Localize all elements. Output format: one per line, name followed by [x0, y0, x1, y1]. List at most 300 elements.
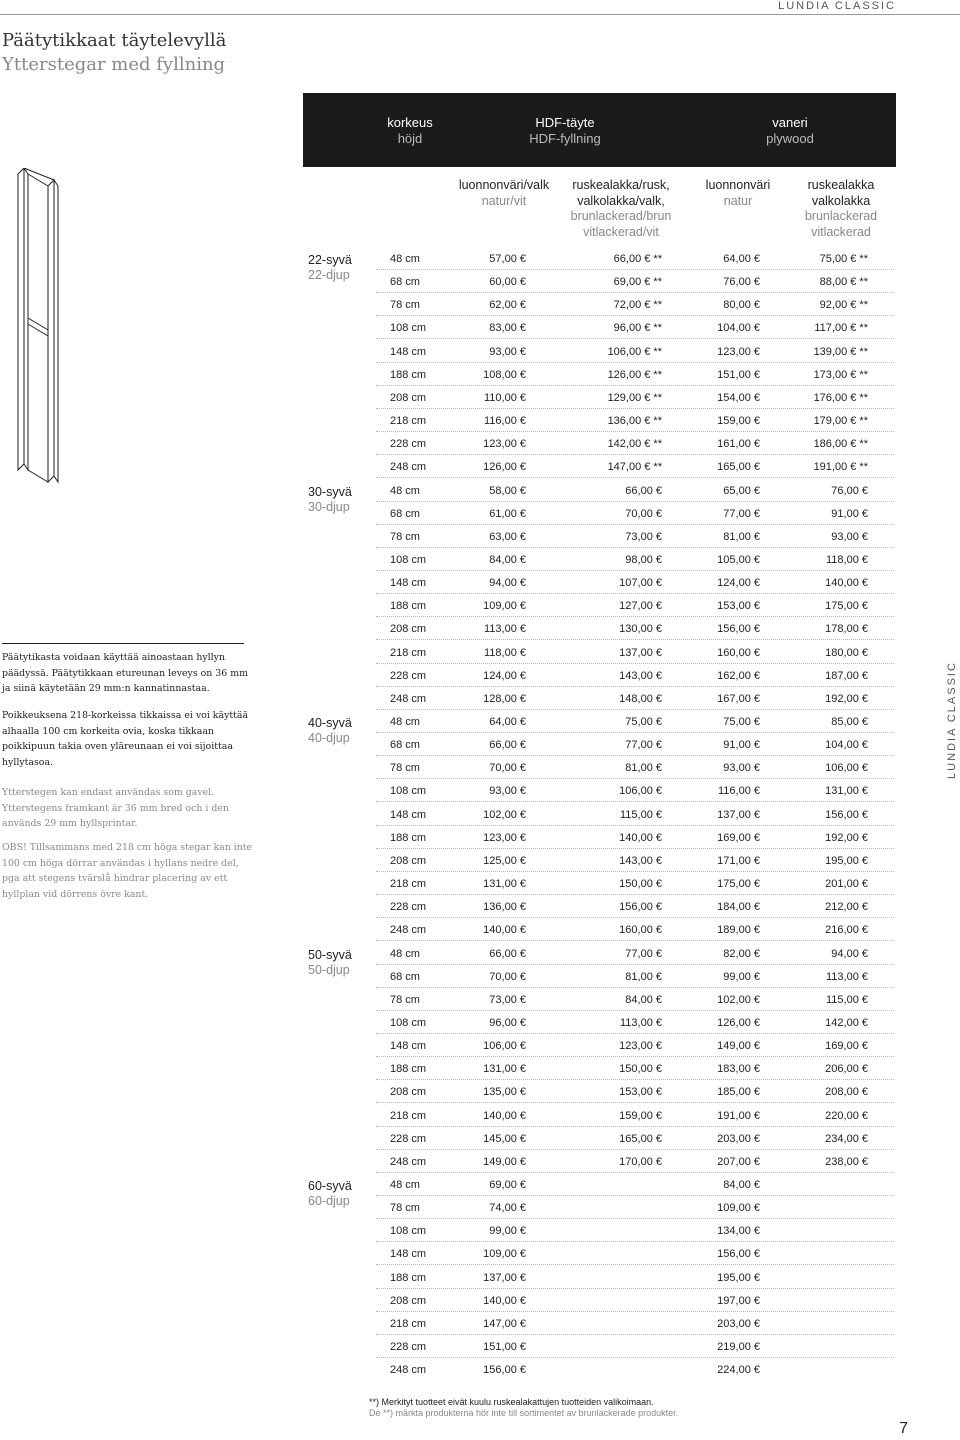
brand-name: LUNDIA CLASSIC — [778, 0, 896, 12]
table-row — [376, 1173, 894, 1196]
price-cell-plywood-lacquered: 92,00 € ** — [819, 299, 868, 312]
column-header-1-fi: luonnonväri/valk — [458, 178, 550, 192]
height-cell: 228 cm — [390, 669, 427, 682]
price-cell-plywood-lacquered: 94,00 € — [831, 947, 868, 960]
height-cell: 248 cm — [390, 1155, 427, 1168]
section-label-fi: 40-syvä — [308, 716, 352, 730]
price-cell-hdf-natural: 149,00 € — [483, 1155, 526, 1168]
table-row — [376, 756, 894, 779]
price-cell-plywood-lacquered: 169,00 € — [825, 1040, 868, 1053]
price-cell-plywood-lacquered: 115,00 € — [825, 993, 868, 1006]
page-title-fi: Päätytikkaat täytelevyllä — [2, 30, 227, 51]
column-header-2-fi-text: ruskealakka/rusk, valkolakka/valk, — [572, 178, 670, 208]
price-cell-plywood-natural: 175,00 € — [717, 878, 760, 891]
price-cell-hdf-natural: 84,00 € — [489, 553, 526, 566]
price-cell-hdf-lacquered: 140,00 € — [619, 831, 662, 844]
column-header-4-sv-text: brunlackerad vitlackerad — [804, 209, 878, 239]
price-table-header — [303, 93, 896, 167]
price-cell-plywood-natural: 82,00 € — [723, 947, 760, 960]
table-row — [376, 664, 894, 687]
height-cell: 78 cm — [390, 993, 420, 1006]
height-cell: 208 cm — [390, 623, 427, 636]
table-row — [376, 1266, 894, 1289]
column-header-3-fi: luonnonväri — [705, 178, 771, 192]
table-row — [376, 1080, 894, 1103]
price-cell-plywood-natural: 191,00 € — [717, 1109, 760, 1122]
plywood-header — [745, 115, 835, 147]
height-cell: 218 cm — [390, 1317, 427, 1330]
page-number: 7 — [899, 1420, 908, 1437]
price-cell-plywood-lacquered: 238,00 € — [825, 1155, 868, 1168]
price-cell-hdf-natural: 109,00 € — [483, 600, 526, 613]
column-header-4-fi — [786, 178, 896, 209]
table-row — [376, 1219, 894, 1242]
price-cell-hdf-lacquered: 106,00 € — [619, 785, 662, 798]
price-cell-plywood-natural: 75,00 € — [723, 716, 760, 728]
table-row — [376, 826, 894, 849]
price-cell-plywood-lacquered: 104,00 € — [825, 739, 868, 752]
table-row — [376, 502, 894, 525]
height-cell: 108 cm — [390, 1225, 427, 1238]
section-label-sv: 60-djup — [308, 1194, 350, 1208]
price-cell-plywood-lacquered: 106,00 € — [825, 762, 868, 775]
section-label — [308, 716, 352, 746]
height-cell: 108 cm — [390, 553, 427, 566]
price-cell-hdf-lacquered: 123,00 € — [619, 1040, 662, 1053]
height-cell: 148 cm — [390, 577, 427, 590]
price-cell-plywood-lacquered: 195,00 € — [825, 854, 868, 867]
price-cell-plywood-lacquered: 75,00 € ** — [819, 253, 868, 265]
footnote-fi: **) Merkityt tuotteet eivät kuulu ruskealakattujen tuotteiden valikoimaan. — [369, 1397, 654, 1407]
price-cell-hdf-lacquered: 81,00 € — [625, 970, 662, 983]
table-row — [376, 641, 894, 664]
price-cell-plywood-lacquered: 178,00 € — [825, 623, 868, 636]
table-row — [376, 270, 894, 293]
price-cell-plywood-lacquered: 88,00 € ** — [819, 276, 868, 289]
price-cell-hdf-lacquered: 66,00 € ** — [613, 253, 662, 265]
price-cell-plywood-lacquered: 192,00 € — [825, 692, 868, 705]
price-cell-plywood-natural: 109,00 € — [717, 1202, 760, 1215]
price-cell-hdf-natural: 123,00 € — [483, 831, 526, 844]
price-cell-plywood-lacquered: 176,00 € ** — [813, 391, 868, 404]
price-cell-hdf-lacquered: 73,00 € — [625, 530, 662, 543]
height-cell: 248 cm — [390, 461, 427, 474]
price-cell-hdf-lacquered: 136,00 € ** — [607, 415, 662, 428]
note-sv-1: Ytterstegen kan endast användas som gavel. Ytterstegens framkant är 36 mm bred och i den används 29 mm hyllsprintar. — [2, 787, 229, 829]
price-cell-hdf-natural: 83,00 € — [489, 322, 526, 335]
price-cell-plywood-lacquered: 76,00 € — [831, 484, 868, 497]
price-cell-plywood-lacquered: 91,00 € — [831, 507, 868, 520]
price-cell-plywood-lacquered: 140,00 € — [825, 577, 868, 590]
height-cell: 188 cm — [390, 831, 427, 844]
price-cell-plywood-lacquered: 180,00 € — [825, 646, 868, 659]
price-cell-hdf-natural: 93,00 € — [489, 345, 526, 358]
price-cell-hdf-natural: 70,00 € — [489, 970, 526, 983]
price-cell-hdf-natural: 96,00 € — [489, 1016, 526, 1029]
price-cell-plywood-natural: 183,00 € — [717, 1063, 760, 1076]
column-header-4-fi-text: ruskealakka valkolakka — [807, 178, 875, 208]
price-cell-hdf-natural: 74,00 € — [489, 1202, 526, 1215]
brand-header — [0, 0, 960, 15]
price-cell-plywood-lacquered: 175,00 € — [825, 600, 868, 613]
height-cell: 48 cm — [390, 947, 420, 960]
table-row — [376, 247, 894, 270]
column-header-1 — [446, 178, 562, 209]
height-header — [365, 115, 455, 147]
price-cell-plywood-natural: 77,00 € — [723, 507, 760, 520]
price-cell-plywood-lacquered: 216,00 € — [825, 924, 868, 937]
price-cell-hdf-lacquered: 150,00 € — [619, 1063, 662, 1076]
height-cell: 108 cm — [390, 322, 427, 335]
table-row — [376, 316, 894, 339]
table-row — [376, 617, 894, 640]
height-cell: 68 cm — [390, 507, 420, 520]
price-cell-hdf-lacquered: 126,00 € ** — [607, 368, 662, 381]
price-cell-plywood-natural: 189,00 € — [717, 924, 760, 937]
price-cell-hdf-natural: 118,00 € — [483, 646, 526, 659]
price-cell-plywood-lacquered: 131,00 € — [825, 785, 868, 798]
price-cell-plywood-natural: 151,00 € — [717, 368, 760, 381]
table-row — [376, 895, 894, 918]
height-cell: 248 cm — [390, 1364, 427, 1377]
table-row — [376, 293, 894, 316]
price-cell-plywood-natural: 116,00 € — [717, 785, 760, 798]
price-cell-plywood-natural: 197,00 € — [717, 1294, 760, 1307]
price-cell-plywood-natural: 105,00 € — [717, 553, 760, 566]
price-cell-hdf-lacquered: 142,00 € ** — [607, 438, 662, 451]
price-cell-plywood-lacquered: 201,00 € — [825, 878, 868, 891]
price-cell-hdf-lacquered: 113,00 € — [619, 1016, 662, 1029]
table-row — [376, 733, 894, 756]
plywood-header-sv: plywood — [766, 131, 814, 146]
price-cell-plywood-natural: 137,00 € — [717, 808, 760, 821]
price-cell-hdf-natural: 62,00 € — [489, 299, 526, 312]
price-cell-hdf-natural: 128,00 € — [483, 692, 526, 705]
height-cell: 228 cm — [390, 1132, 427, 1145]
price-cell-hdf-lacquered: 147,00 € ** — [607, 461, 662, 474]
price-cell-hdf-natural: 123,00 € — [483, 438, 526, 451]
height-cell: 188 cm — [390, 368, 427, 381]
price-cell-plywood-lacquered: 142,00 € — [825, 1016, 868, 1029]
price-cell-plywood-natural: 165,00 € — [717, 461, 760, 474]
price-cell-plywood-natural: 203,00 € — [717, 1317, 760, 1330]
price-cell-plywood-natural: 81,00 € — [723, 530, 760, 543]
column-header-4 — [786, 178, 896, 240]
column-header-2 — [558, 178, 684, 240]
price-cell-hdf-natural: 70,00 € — [489, 762, 526, 775]
price-cell-hdf-natural: 140,00 € — [483, 1294, 526, 1307]
note-sv-obs: OBS! — [2, 842, 27, 853]
price-cell-plywood-lacquered: 156,00 € — [825, 808, 868, 821]
price-cell-plywood-lacquered: 186,00 € ** — [813, 438, 868, 451]
column-header-3 — [690, 178, 786, 209]
height-cell: 78 cm — [390, 1202, 420, 1215]
price-cell-plywood-natural: 156,00 € — [717, 623, 760, 636]
height-cell: 218 cm — [390, 415, 427, 428]
notes-divider — [2, 643, 244, 644]
price-cell-hdf-natural: 102,00 € — [483, 808, 526, 821]
table-row — [376, 1196, 894, 1219]
price-cell-plywood-lacquered: 118,00 € — [825, 553, 868, 566]
price-cell-plywood-lacquered: 192,00 € — [825, 831, 868, 844]
price-cell-plywood-lacquered: 212,00 € — [825, 901, 868, 914]
section-label — [308, 485, 352, 515]
price-cell-hdf-lacquered: 170,00 € — [619, 1155, 662, 1168]
price-cell-hdf-lacquered: 143,00 € — [619, 854, 662, 867]
price-cell-plywood-natural: 126,00 € — [717, 1016, 760, 1029]
price-cell-hdf-lacquered: 159,00 € — [619, 1109, 662, 1122]
price-cell-hdf-lacquered: 127,00 € — [619, 600, 662, 613]
table-row — [376, 687, 894, 710]
height-header-fi: korkeus — [387, 115, 433, 130]
table-row — [376, 849, 894, 872]
price-cell-hdf-lacquered: 66,00 € — [625, 484, 662, 497]
table-row — [376, 1358, 894, 1381]
table-row — [376, 1104, 894, 1127]
height-cell: 148 cm — [390, 808, 427, 821]
section-label-sv: 40-djup — [308, 731, 350, 745]
height-cell: 188 cm — [390, 1063, 427, 1076]
price-cell-hdf-natural: 147,00 € — [483, 1317, 526, 1330]
price-cell-plywood-natural: 185,00 € — [717, 1086, 760, 1099]
table-row — [376, 1242, 894, 1265]
section-label-fi: 60-syvä — [308, 1179, 352, 1193]
hdf-header-fi: HDF-täyte — [535, 115, 595, 130]
price-cell-hdf-natural: 60,00 € — [489, 276, 526, 289]
price-cell-plywood-natural: 159,00 € — [717, 415, 760, 428]
price-cell-plywood-lacquered: 93,00 € — [831, 530, 868, 543]
price-cell-hdf-lacquered: 130,00 € — [619, 623, 662, 636]
hdf-header — [515, 115, 615, 147]
price-cell-plywood-natural: 124,00 € — [717, 577, 760, 590]
section-label — [308, 253, 352, 283]
price-cell-hdf-lacquered: 96,00 € ** — [613, 322, 662, 335]
price-cell-hdf-lacquered: 77,00 € — [625, 947, 662, 960]
table-row — [376, 965, 894, 988]
price-cell-hdf-lacquered: 137,00 € — [619, 646, 662, 659]
height-cell: 248 cm — [390, 692, 427, 705]
price-cell-hdf-lacquered: 98,00 € — [625, 553, 662, 566]
hdf-header-sv: HDF-fyllning — [529, 131, 601, 146]
price-cell-plywood-lacquered: 117,00 € ** — [814, 322, 868, 335]
price-cell-plywood-natural: 219,00 € — [717, 1341, 760, 1354]
price-cell-hdf-natural: 61,00 € — [489, 507, 526, 520]
price-cell-hdf-lacquered: 81,00 € — [625, 762, 662, 775]
table-row — [376, 571, 894, 594]
table-row — [376, 918, 894, 941]
price-cell-plywood-lacquered: 191,00 € ** — [813, 461, 868, 474]
height-cell: 48 cm — [390, 1179, 420, 1191]
price-cell-plywood-natural: 99,00 € — [723, 970, 760, 983]
height-cell: 208 cm — [390, 391, 427, 404]
price-cell-hdf-lacquered: 72,00 € ** — [613, 299, 662, 312]
table-row — [376, 1057, 894, 1080]
price-cell-hdf-natural: 99,00 € — [489, 1225, 526, 1238]
table-row — [376, 479, 894, 502]
height-cell: 78 cm — [390, 530, 420, 543]
price-cell-plywood-natural: 76,00 € — [723, 276, 760, 289]
price-cell-plywood-natural: 203,00 € — [717, 1132, 760, 1145]
price-cell-hdf-lacquered: 150,00 € — [619, 878, 662, 891]
price-cell-hdf-natural: 108,00 € — [483, 368, 526, 381]
price-cell-hdf-lacquered: 115,00 € — [619, 808, 662, 821]
price-cell-hdf-natural: 116,00 € — [483, 415, 526, 428]
height-cell: 78 cm — [390, 762, 420, 775]
column-header-4-sv — [786, 209, 896, 240]
price-cell-hdf-lacquered: 77,00 € — [625, 739, 662, 752]
price-cell-hdf-natural: 64,00 € — [489, 716, 526, 728]
price-cell-plywood-natural: 207,00 € — [717, 1155, 760, 1168]
price-cell-hdf-natural: 140,00 € — [483, 924, 526, 937]
table-row — [376, 340, 894, 363]
price-cell-plywood-natural: 154,00 € — [717, 391, 760, 404]
height-cell: 48 cm — [390, 716, 420, 728]
price-cell-hdf-natural: 109,00 € — [483, 1248, 526, 1261]
price-cell-plywood-lacquered: 234,00 € — [825, 1132, 868, 1145]
price-cell-plywood-natural: 102,00 € — [717, 993, 760, 1006]
price-cell-hdf-natural: 93,00 € — [489, 785, 526, 798]
price-cell-hdf-lacquered: 107,00 € — [619, 577, 662, 590]
price-cell-hdf-natural: 66,00 € — [489, 739, 526, 752]
height-cell: 48 cm — [390, 484, 420, 497]
price-cell-hdf-natural: 140,00 € — [483, 1109, 526, 1122]
price-cell-hdf-natural: 137,00 € — [483, 1271, 526, 1284]
height-cell: 208 cm — [390, 1086, 427, 1099]
section-label — [308, 948, 352, 978]
height-cell: 108 cm — [390, 1016, 427, 1029]
column-header-2-sv-text: brunlackerad/brun vitlackerad/vit — [570, 209, 672, 239]
note-sv-2 — [2, 840, 258, 902]
price-cell-plywood-natural: 156,00 € — [717, 1248, 760, 1261]
height-cell: 68 cm — [390, 739, 420, 752]
plywood-header-fi: vaneri — [772, 115, 808, 130]
table-row — [376, 1150, 894, 1173]
table-row — [376, 1335, 894, 1358]
table-row — [376, 1312, 894, 1335]
table-row — [376, 525, 894, 548]
price-cell-plywood-natural: 171,00 € — [717, 854, 760, 867]
price-cell-plywood-natural: 65,00 € — [723, 484, 760, 497]
height-cell: 68 cm — [390, 970, 420, 983]
height-cell: 188 cm — [390, 600, 427, 613]
price-cell-hdf-natural: 126,00 € — [483, 461, 526, 474]
price-cell-hdf-lacquered: 156,00 € — [619, 901, 662, 914]
section-label-sv: 22-djup — [308, 268, 350, 282]
price-cell-hdf-natural: 136,00 € — [483, 901, 526, 914]
column-header-3-sv: natur — [723, 193, 753, 208]
column-header-2-sv — [558, 209, 684, 240]
price-cell-hdf-natural: 135,00 € — [483, 1086, 526, 1099]
table-row — [376, 1011, 894, 1034]
price-cell-plywood-natural: 123,00 € — [717, 345, 760, 358]
height-cell: 218 cm — [390, 646, 427, 659]
price-cell-plywood-lacquered: 173,00 € ** — [813, 368, 868, 381]
price-cell-hdf-lacquered: 106,00 € ** — [607, 345, 662, 358]
price-cell-hdf-natural: 131,00 € — [483, 878, 526, 891]
section-label — [308, 1179, 352, 1209]
height-cell: 228 cm — [390, 438, 427, 451]
table-row — [376, 1127, 894, 1150]
height-cell: 228 cm — [390, 901, 427, 914]
price-cell-hdf-natural: 151,00 € — [483, 1341, 526, 1354]
height-cell: 148 cm — [390, 1040, 427, 1053]
price-cell-plywood-natural: 64,00 € — [723, 253, 760, 265]
price-cell-hdf-natural: 73,00 € — [489, 993, 526, 1006]
price-cell-plywood-natural: 93,00 € — [723, 762, 760, 775]
column-header-1-sv: natur/vit — [481, 193, 527, 208]
price-cell-plywood-lacquered: 113,00 € — [825, 970, 868, 983]
height-cell: 48 cm — [390, 253, 420, 265]
price-cell-plywood-natural: 161,00 € — [717, 438, 760, 451]
price-cell-hdf-natural: 69,00 € — [489, 1179, 526, 1191]
price-cell-hdf-natural: 58,00 € — [489, 484, 526, 497]
table-row — [376, 942, 894, 965]
table-row — [376, 1034, 894, 1057]
section-label-fi: 50-syvä — [308, 947, 352, 962]
price-cell-plywood-lacquered: 208,00 € — [825, 1086, 868, 1099]
price-cell-plywood-natural: 162,00 € — [717, 669, 760, 682]
price-cell-plywood-lacquered: 187,00 € — [825, 669, 868, 682]
footnote-sv: De **) märkta produkterna hör inte till sortimentet av brunlackerade produkter. — [369, 1408, 679, 1418]
price-cell-plywood-lacquered: 220,00 € — [825, 1109, 868, 1122]
brand-side: LUNDIA CLASSIC — [946, 661, 958, 779]
price-cell-hdf-lacquered: 143,00 € — [619, 669, 662, 682]
price-cell-plywood-natural: 167,00 € — [717, 692, 760, 705]
price-cell-hdf-natural: 106,00 € — [483, 1040, 526, 1053]
price-cell-hdf-lacquered: 129,00 € ** — [607, 391, 662, 404]
price-cell-plywood-natural: 104,00 € — [717, 322, 760, 335]
table-row — [376, 386, 894, 409]
ladder-illustration — [14, 168, 74, 488]
section-label-fi: 22-syvä — [308, 253, 352, 267]
note-sv-2-text: Tillsammans med 218 cm höga stegar kan inte 100 cm höga dörrar användas i hyllans nedre del, pga att stegens tvärslå hindrar placering av ett hyllplan vid dörrens övre kant. — [2, 842, 253, 900]
height-cell: 218 cm — [390, 1109, 427, 1122]
table-row — [376, 803, 894, 826]
height-cell: 188 cm — [390, 1271, 427, 1284]
price-cell-plywood-natural: 84,00 € — [723, 1179, 760, 1191]
table-row — [376, 432, 894, 455]
price-cell-plywood-natural: 91,00 € — [723, 739, 760, 752]
price-cell-plywood-natural: 160,00 € — [717, 646, 760, 659]
price-cell-hdf-natural: 57,00 € — [489, 253, 526, 265]
table-row — [376, 548, 894, 571]
price-cell-plywood-natural: 134,00 € — [717, 1225, 760, 1238]
table-row — [376, 872, 894, 895]
height-cell: 208 cm — [390, 854, 427, 867]
price-cell-hdf-natural: 156,00 € — [483, 1364, 526, 1377]
price-cell-hdf-natural: 110,00 € — [483, 391, 526, 404]
price-cell-plywood-natural: 80,00 € — [723, 299, 760, 312]
price-cell-plywood-lacquered: 85,00 € — [831, 716, 868, 728]
price-cell-hdf-natural: 131,00 € — [483, 1063, 526, 1076]
section-label-sv: 50-djup — [308, 962, 350, 977]
section-label-fi: 30-syvä — [308, 484, 352, 499]
note-fi-1: Päätytikasta voidaan käyttää ainoastaan hyllyn päädyssä. Päätytikkaan etureunan leveys on 36 mm ja siinä käytetään 29 mm:n kannatinnastaa. — [2, 652, 248, 694]
price-cell-hdf-lacquered: 153,00 € — [619, 1086, 662, 1099]
table-row — [376, 455, 894, 478]
price-cell-plywood-lacquered: 206,00 € — [825, 1063, 868, 1076]
price-cell-hdf-lacquered: 69,00 € ** — [613, 276, 662, 289]
price-cell-hdf-natural: 145,00 € — [483, 1132, 526, 1145]
price-cell-plywood-lacquered: 179,00 € ** — [813, 415, 868, 428]
price-cell-plywood-natural: 224,00 € — [717, 1364, 760, 1377]
price-cell-plywood-lacquered: 139,00 € ** — [813, 345, 868, 358]
height-header-sv: höjd — [397, 131, 423, 146]
price-cell-hdf-lacquered: 84,00 € — [625, 993, 662, 1006]
table-row — [376, 779, 894, 802]
table-row — [376, 988, 894, 1011]
section-label-sv: 30-djup — [308, 499, 350, 514]
